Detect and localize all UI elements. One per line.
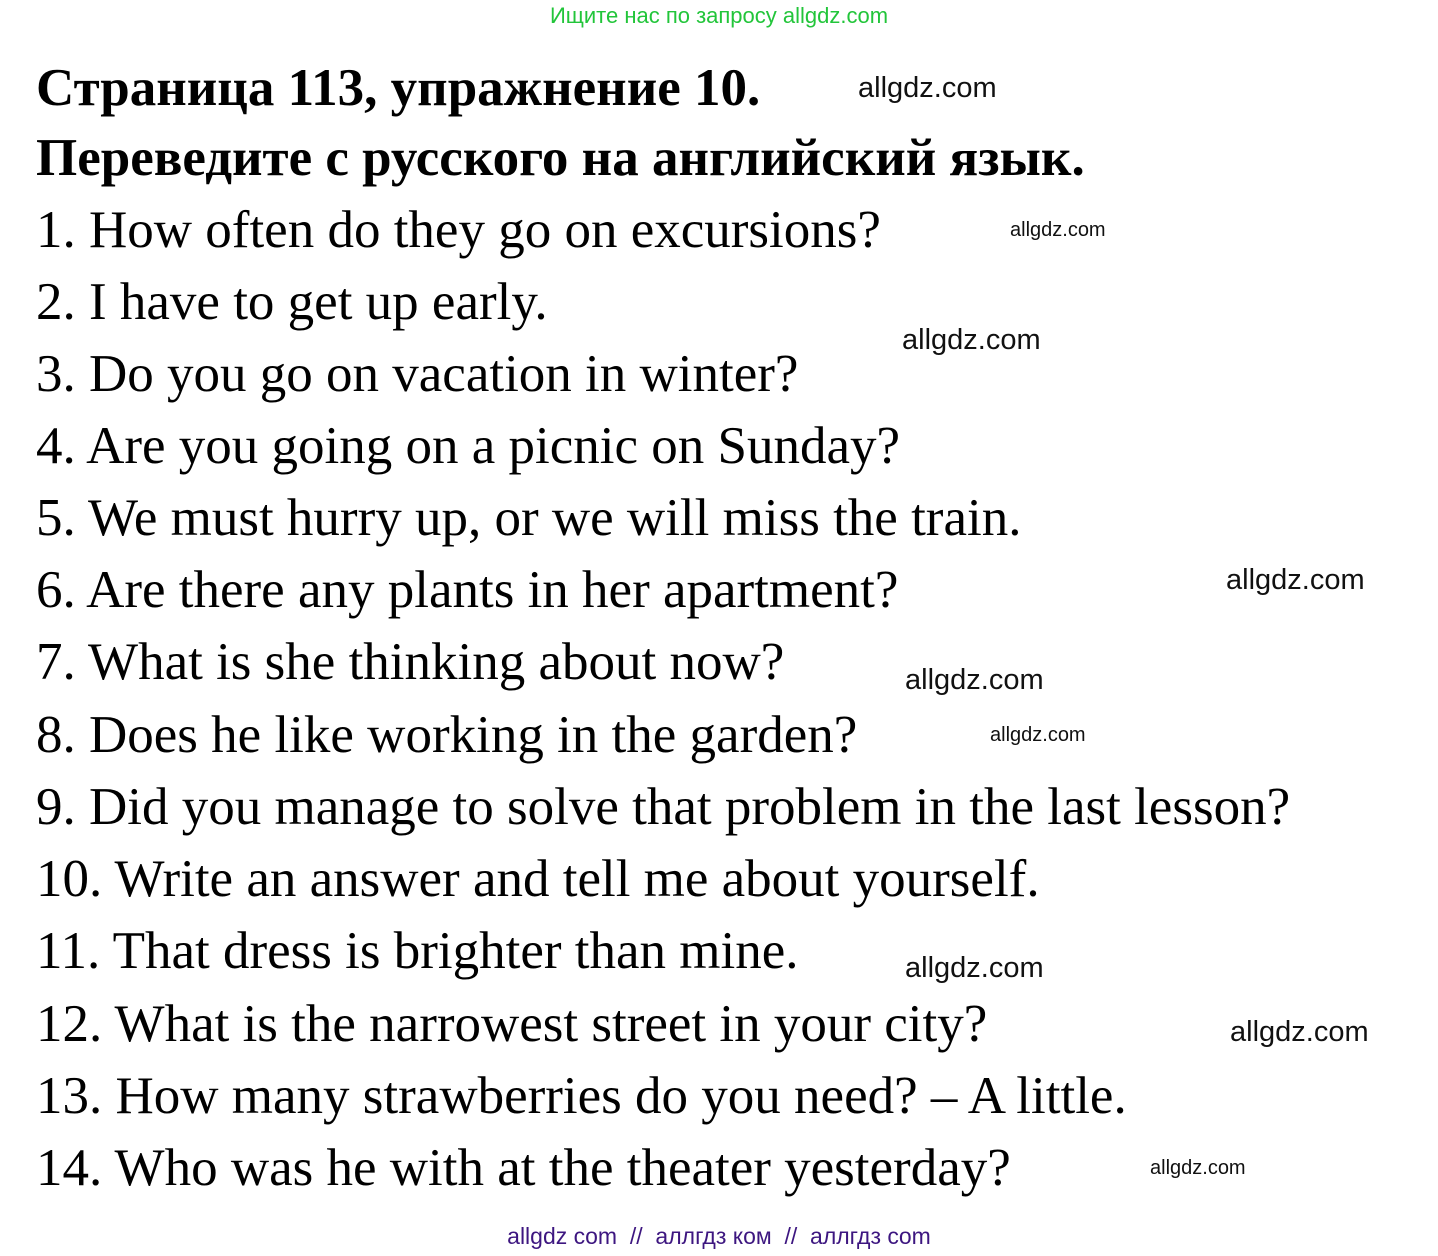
watermark: allgdz.com: [1010, 219, 1106, 241]
list-item: 1. How often do they go on excursions?: [36, 201, 881, 259]
list-item: 9. Did you manage to solve that problem in the last lesson?: [36, 778, 1291, 836]
list-item: 7. What is she thinking about now?: [36, 633, 785, 691]
list-item: 13. How many strawberries do you need? – A little.: [36, 1067, 1127, 1125]
list-item: 8. Does he like working in the garden?: [36, 706, 858, 764]
watermark: allgdz.com: [1150, 1157, 1246, 1179]
list-item: 4. Are you going on a picnic on Sunday?: [36, 417, 901, 475]
list-item: 2. I have to get up early.: [36, 273, 548, 331]
list-item: 3. Do you go on vacation in winter?: [36, 345, 799, 403]
list-item: 6. Are there any plants in her apartment?: [36, 561, 899, 619]
footer: allgdz com // аллгдз ком // аллгдз com: [507, 1223, 931, 1249]
watermark: allgdz.com: [858, 72, 997, 104]
watermark: allgdz.com: [905, 664, 1044, 696]
top-banner: Ищите нас по запросу allgdz.com: [549, 3, 889, 28]
page-title: Страница 113, упражнение 10.: [36, 59, 761, 117]
list-item: 14. Who was he with at the theater yesterday?: [36, 1139, 1011, 1197]
watermark: allgdz.com: [902, 324, 1041, 356]
watermark: allgdz.com: [905, 952, 1044, 984]
list-item: 10. Write an answer and tell me about yourself.: [36, 850, 1040, 908]
instruction: Переведите с русского на английский язык.: [36, 129, 1085, 187]
watermark: allgdz.com: [990, 724, 1086, 746]
list-item: 11. That dress is brighter than mine.: [36, 922, 799, 980]
list-item: 5. We must hurry up, or we will miss the train.: [36, 489, 1022, 547]
watermark: allgdz.com: [1226, 564, 1365, 596]
list-item: 12. What is the narrowest street in your city?: [36, 995, 988, 1053]
watermark: allgdz.com: [1230, 1016, 1369, 1048]
